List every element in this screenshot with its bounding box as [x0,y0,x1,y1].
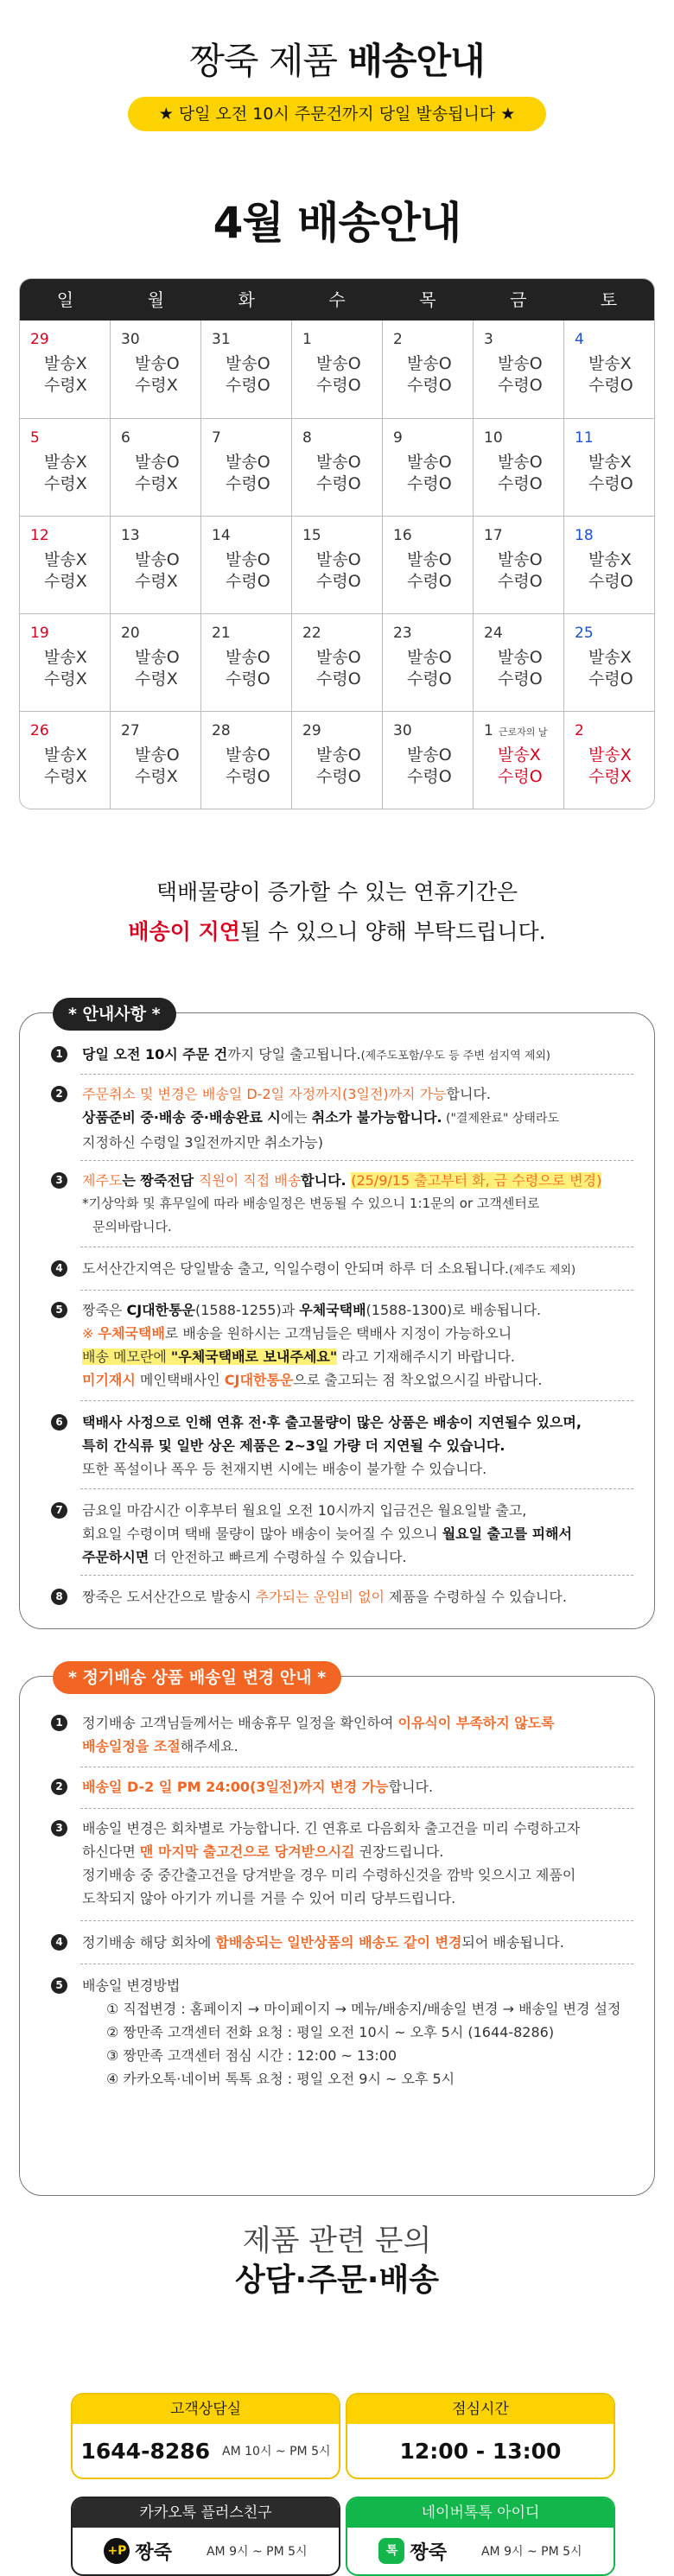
ship-status: 발송O [498,550,543,569]
ship-status: 발송O [135,453,180,472]
guide-box [19,1005,655,1629]
calendar-day [110,419,200,516]
guide-item-5: 5 짱죽은 CJ대한통운(1588-1255)과 우체국택배(1588-1300)로 배송됩니다. ※ 우체국택배로 배송을 원하시는 고객님들은 택배사 지정이 가능하오니 배송 메모란에 "우체국택배로 보내주세요" 라고 기재해주시기 바랍니다. 미기재시 메인택배사인 CJ대한통운으로 출고되는 점 착오없으시길 바랍니다. [53,1298,632,1392]
calendar-week [20,320,654,418]
day-number: 2 [575,722,584,739]
contact-title-1: 제품 관련 문의 [242,2224,432,2258]
day-number: 31 [212,331,231,348]
ship-status: 발송O [226,746,270,765]
sub-item-5: 5 배송일 변경방법 ① 직접변경 : 홈페이지 → 마이페이지 → 메뉴/배송지/배송일 변경 → 배송일 변경 설정 ② 짱만족 고객센터 전화 요청 : 평일 오전 10시 ~ 오후 5시 (1644-8286) ③ 짱만족 고객센터 점심 시간 : 12:00 ~ 13:00 ④ 카카오톡·네이버 톡톡 요청 : 평일 오전 9시 ~ 오후 5시 [53,1974,632,2091]
ship-status: 발송X [44,453,87,472]
day-number: 20 [121,625,140,642]
guide-item-3: 3 제주도는 짱죽전담 직원이 직접 배송합니다. (25/9/15 출고부터 화, 금 수령으로 변경) *기상악화 및 휴무일에 따라 배송일정은 변동될 수 있으니 1:1문의 or 고객센터로 문의바랍니다. [53,1169,632,1239]
calendar-day [563,320,654,418]
guide-item-7: 7 금요일 마감시간 이후부터 월요일 오전 10시까지 입금건은 월요일발 출고, 회요일 수령이며 택배 물량이 많아 배송이 늦어질 수 있으니 월요일 출고를 피해서 주문하시면 더 안전하고 빠르게 수령하실 수 있습니다. [53,1499,632,1569]
guide-item-6: 6 택배사 사정으로 인해 연휴 전·후 출고물량이 많은 상품은 배송이 지연될수 있으며, 특히 간식류 및 일반 상온 제품은 2~3일 가량 더 지연될 수 있습니다. 또한 폭설이나 폭우 등 천재지변 시에는 배송이 불가할 수 있습니다. [53,1411,632,1481]
receive-status: 수령O [588,572,633,591]
day-number: 19 [30,625,49,642]
same-day-banner: ★ 당일 오전 10시 주문건까지 당일 발송됩니다 ★ [128,97,546,131]
naver-talk-icon: 톡 [378,2538,404,2564]
cs-hours: AM 10시 ~ PM 5시 [222,2445,331,2459]
ship-status: 발송X [588,648,632,667]
ship-status: 발송X [498,746,541,765]
ship-status: 발송X [588,746,632,765]
ship-status: 발송O [498,354,543,373]
calendar-day [200,517,291,613]
lunch-time: 12:00 - 13:00 [399,2438,562,2464]
ship-status: 발송X [588,354,632,373]
day-number: 24 [484,625,503,642]
receive-status: 수령O [316,572,361,591]
page-title: 짱죽 제품 배송안내 [189,40,485,82]
receive-status: 수령O [498,474,543,493]
ship-status: 발송O [316,648,361,667]
receive-status: 수령X [44,474,87,493]
contact-title [0,2222,674,2301]
day-number: 1 [484,722,493,739]
sub-item-1: 1 정기배송 고객님들께서는 배송휴무 일정을 확인하여 이유식이 부족하지 않도록 배송일정을 조절해주세요. [53,1711,632,1758]
calendar-day [291,614,382,711]
lunch-card [346,2393,615,2479]
receive-status: 수령O [498,669,543,688]
calendar-day [382,320,473,418]
receive-status: 수령O [498,572,543,591]
calendar-day [473,712,563,809]
holiday-notice [0,872,674,952]
calendar-day [20,712,110,809]
ship-status: 발송O [407,550,452,569]
number-2-icon: 2 [51,1779,67,1795]
kakao-name: 짱죽 [135,2541,172,2564]
ship-status: 발송O [316,746,361,765]
day-number: 30 [393,722,412,739]
ship-status: 발송X [44,354,87,373]
calendar-day [382,419,473,516]
kakao-plus-icon: +P [104,2538,130,2564]
sub-item-2: 2 배송일 D-2 일 PM 24:00(3일전)까지 변경 가능합니다. [53,1775,632,1799]
day-number: 14 [212,527,231,544]
naver-card[interactable] [346,2497,615,2576]
calendar-day [382,517,473,613]
calendar-day [563,712,654,809]
receive-status: 수령O [226,669,270,688]
number-1-icon: 1 [51,1046,67,1063]
receive-status: 수령O [498,767,543,786]
calendar-day [473,419,563,516]
receive-status: 수령O [498,376,543,395]
ship-status: 발송O [407,354,452,373]
weekday-2: 화 [238,289,255,310]
subscription-tag: * 정기배송 상품 배송일 변경 안내 * [53,1661,341,1694]
day-number: 21 [212,625,231,642]
number-2-icon: 2 [51,1086,67,1102]
calendar-week [20,711,654,809]
day-number: 2 [393,331,403,348]
ship-status: 발송O [135,746,180,765]
cs-card [71,2393,340,2479]
lunch-label: 점심시간 [347,2395,614,2424]
ship-status: 발송O [135,648,180,667]
calendar-day [200,419,291,516]
ship-status: 발송O [135,550,180,569]
holiday-note: 근로자의 날 [498,726,548,738]
guide-tag: * 안내사항 * [53,998,176,1031]
number-4-icon: 4 [51,1934,67,1951]
day-number: 26 [30,722,49,739]
receive-status: 수령O [588,669,633,688]
receive-status: 수령X [135,669,178,688]
receive-status: 수령O [407,767,452,786]
receive-status: 수령X [135,572,178,591]
naver-hours: AM 9시 ~ PM 5시 [480,2545,582,2559]
calendar-weekday-header [20,279,654,320]
ship-status: 발송O [226,550,270,569]
ship-status: 발송X [44,746,87,765]
ship-status: 발송X [44,550,87,569]
day-number: 29 [30,331,49,348]
ship-status: 발송O [226,648,270,667]
day-number: 9 [393,429,403,447]
receive-status: 수령X [135,474,178,493]
day-number: 28 [212,722,231,739]
calendar-day [20,419,110,516]
day-number: 29 [302,722,321,739]
number-6-icon: 6 [51,1414,67,1431]
ship-status: 발송X [44,648,87,667]
number-3-icon: 3 [51,1820,67,1837]
ship-status: 발송O [407,746,452,765]
day-number: 7 [212,429,221,447]
calendar-day [110,712,200,809]
kakao-card[interactable] [71,2497,340,2576]
day-number: 8 [302,429,312,447]
day-number: 6 [121,429,130,447]
kakao-label: 카카오톡 플러스친구 [73,2498,339,2528]
notice-line-2: 배송이 지연될 수 있으니 양해 부탁드립니다. [128,919,546,944]
receive-status: 수령O [226,376,270,395]
day-number: 22 [302,625,321,642]
calendar-day [473,320,563,418]
day-number: 18 [575,527,594,544]
receive-status: 수령O [316,669,361,688]
day-number: 17 [484,527,503,544]
calendar-day [563,614,654,711]
sub-item-4: 4 정기배송 해당 회차에 합배송되는 일반상품의 배송도 같이 변경되어 배송됩니다. [53,1931,632,1954]
receive-status: 수령X [44,572,87,591]
ship-status: 발송O [135,354,180,373]
calendar-day [382,614,473,711]
receive-status: 수령O [588,376,633,395]
cs-phone[interactable]: 1644-8286 [80,2438,211,2464]
sub-item-3: 3 배송일 변경은 회차별로 가능합니다. 긴 연휴로 다음회차 출고건을 미리 수령하고자 하신다면 맨 마지막 출고건으로 당겨받으시길 권장드립니다. 정기배송 중 중간출고건을 당겨받을 경우 미리 수령하신것을 깜박 잊으시고 제품이 도착되지 않아 아기가 끼니를 거를 수 있어 미리 당부드립니다. [53,1817,632,1910]
receive-status: 수령O [407,376,452,395]
ship-status: 발송O [407,648,452,667]
calendar-day [291,419,382,516]
naver-label: 네이버톡톡 아이디 [347,2498,614,2528]
notice-line-1: 택배물량이 증가할 수 있는 연휴기간은 [156,879,518,904]
number-7-icon: 7 [51,1502,67,1519]
receive-status: 수령O [316,767,361,786]
calendar-day [110,320,200,418]
ship-status: 발송O [498,648,543,667]
receive-status: 수령X [44,767,87,786]
weekday-6: 토 [600,289,618,310]
calendar-day [563,517,654,613]
guide-item-1: 1 당일 오전 10시 주문 건까지 당일 출고됩니다.(제주도포함/우도 등 주변 섬지역 제외) [53,1043,632,1068]
receive-status: 수령X [135,767,178,786]
calendar-day [563,419,654,516]
calendar-day [382,712,473,809]
calendar-week [20,613,654,711]
receive-status: 수령X [135,376,178,395]
receive-status: 수령O [226,572,270,591]
receive-status: 수령X [44,669,87,688]
calendar-day [20,320,110,418]
naver-name: 짱죽 [410,2541,447,2564]
receive-status: 수령O [407,474,452,493]
guide-item-4: 4 도서산간지역은 당일발송 출고, 익일수령이 안되며 하루 더 소요됩니다.(제주도 제외) [53,1257,632,1282]
weekday-4: 목 [419,289,436,310]
day-number: 27 [121,722,140,739]
calendar-title: 4월 배송안내 [213,198,461,248]
guide-item-2: 2 주문취소 및 변경은 배송일 D-2일 자정까지(3일전)까지 가능합니다. 상품준비 중·배송 중·배송완료 시에는 취소가 불가능합니다. ("결제완료" 상태라도 지정하신 수령일 3일전까지만 취소가능) [53,1082,632,1154]
receive-status: 수령O [316,474,361,493]
calendar-week [20,418,654,516]
day-number: 23 [393,625,412,642]
ship-status: 발송O [316,354,361,373]
number-8-icon: 8 [51,1589,67,1605]
subscription-box [19,1668,655,2196]
calendar-day [110,517,200,613]
calendar-day [291,320,382,418]
calendar-day [110,614,200,711]
calendar-week [20,516,654,613]
weekday-1: 월 [147,289,164,310]
delivery-calendar [19,278,655,809]
ship-status: 발송X [588,550,632,569]
receive-status: 수령O [226,474,270,493]
day-number: 4 [575,331,584,348]
day-number: 11 [575,429,594,447]
day-number: 3 [484,331,493,348]
ship-status: 발송O [316,453,361,472]
cs-label: 고객상담실 [73,2395,339,2424]
number-5-icon: 5 [51,1302,67,1318]
number-4-icon: 4 [51,1260,67,1277]
ship-status: 발송O [407,453,452,472]
calendar-day [291,712,382,809]
contact-title-2: 상담·주문·배송 [234,2262,439,2298]
calendar-day [200,614,291,711]
day-number: 16 [393,527,412,544]
number-1-icon: 1 [51,1715,67,1731]
ship-status: 발송O [226,453,270,472]
ship-status: 발송X [588,453,632,472]
day-number: 13 [121,527,140,544]
day-number: 1 [302,331,312,348]
receive-status: 수령O [588,474,633,493]
receive-status: 수령X [44,376,87,395]
guide-item-8: 8 짱죽은 도서산간으로 발송시 추가되는 운임비 없이 제품을 수령하실 수 있습니다. [53,1585,632,1608]
weekday-3: 수 [328,289,346,310]
receive-status: 수령O [407,572,452,591]
calendar-day [20,517,110,613]
day-number: 30 [121,331,140,348]
kakao-hours: AM 9시 ~ PM 5시 [206,2545,308,2559]
calendar-day [200,712,291,809]
receive-status: 수령X [588,767,632,786]
ship-status: 발송O [316,550,361,569]
day-number: 12 [30,527,49,544]
day-number: 5 [30,429,40,447]
calendar-day [473,614,563,711]
calendar-day [200,320,291,418]
weekday-0: 일 [56,289,74,310]
day-number: 10 [484,429,503,447]
day-number: 15 [302,527,321,544]
ship-status: 발송O [226,354,270,373]
ship-status: 발송O [498,453,543,472]
number-3-icon: 3 [51,1172,67,1189]
receive-status: 수령O [226,767,270,786]
receive-status: 수령O [316,376,361,395]
receive-status: 수령O [407,669,452,688]
calendar-day [291,517,382,613]
day-number: 25 [575,625,594,642]
weekday-5: 금 [510,289,527,310]
calendar-day [20,614,110,711]
calendar-day [473,517,563,613]
number-5-icon: 5 [51,1977,67,1994]
